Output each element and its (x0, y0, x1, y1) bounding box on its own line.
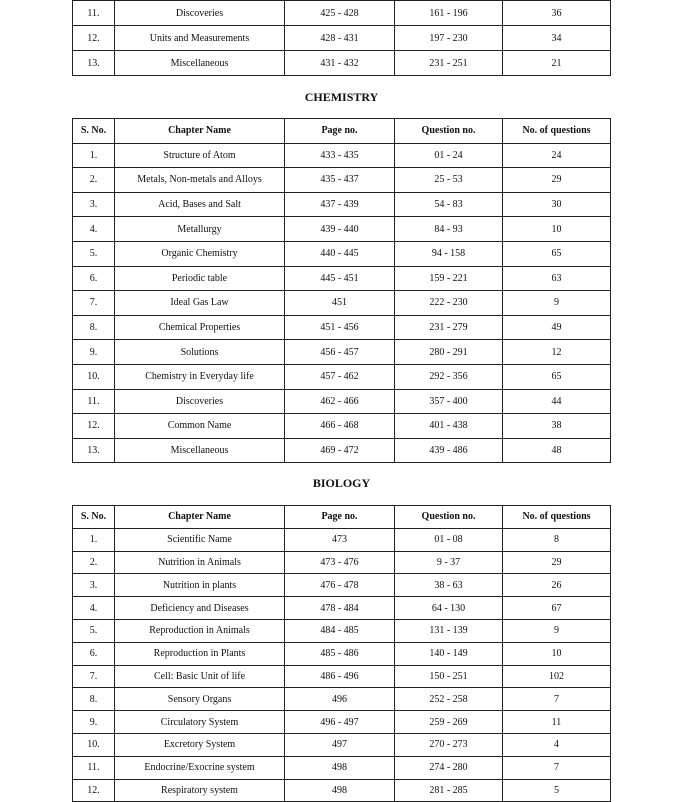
table-row (73, 711, 611, 734)
question-count-cell: 12 (503, 340, 611, 365)
table-row (73, 389, 611, 414)
chapter-name-cell: Chemistry in Everyday life (115, 364, 285, 389)
header-no-of-questions: No. of questions (503, 119, 611, 144)
question-number-cell: 161 - 196 (395, 1, 503, 26)
serial-number-cell: 5. (73, 619, 115, 642)
chapter-name-cell: Miscellaneous (115, 51, 285, 76)
question-number-cell: 259 - 269 (395, 711, 503, 734)
question-count-cell: 102 (503, 665, 611, 688)
serial-number-cell: 4. (73, 217, 115, 242)
page-number-cell: 473 - 476 (285, 551, 395, 574)
question-number-cell: 197 - 230 (395, 26, 503, 51)
table-row (73, 241, 611, 266)
question-number-cell: 231 - 251 (395, 51, 503, 76)
question-number-cell: 94 - 158 (395, 241, 503, 266)
chapter-name-cell: Discoveries (115, 389, 285, 414)
page-number-cell: 478 - 484 (285, 597, 395, 620)
table-row (73, 1, 611, 26)
question-count-cell: 21 (503, 51, 611, 76)
page-number-cell: 439 - 440 (285, 217, 395, 242)
table-row (73, 291, 611, 316)
table-row (73, 266, 611, 291)
question-number-cell: 231 - 279 (395, 315, 503, 340)
question-number-cell: 270 - 273 (395, 733, 503, 756)
header-serial-number: S. No. (73, 506, 115, 529)
serial-number-cell: 2. (73, 168, 115, 193)
page-number-cell: 496 - 497 (285, 711, 395, 734)
question-number-cell: 150 - 251 (395, 665, 503, 688)
serial-number-cell: 8. (73, 315, 115, 340)
chapter-name-cell: Metals, Non-metals and Alloys (115, 168, 285, 193)
question-count-cell: 9 (503, 291, 611, 316)
header-chapter-name: Chapter Name (115, 506, 285, 529)
page-number-cell: 473 (285, 528, 395, 551)
question-count-cell: 29 (503, 551, 611, 574)
question-number-cell: 9 - 37 (395, 551, 503, 574)
table-row (73, 438, 611, 463)
question-count-cell: 65 (503, 241, 611, 266)
header-question-no: Question no. (395, 119, 503, 144)
question-count-cell: 10 (503, 217, 611, 242)
question-count-cell: 30 (503, 192, 611, 217)
serial-number-cell: 12. (73, 414, 115, 439)
serial-number-cell: 7. (73, 291, 115, 316)
header-page-no: Page no. (285, 506, 395, 529)
chapter-name-cell: Circulatory System (115, 711, 285, 734)
question-number-cell: 280 - 291 (395, 340, 503, 365)
serial-number-cell: 13. (73, 51, 115, 76)
serial-number-cell: 11. (73, 756, 115, 779)
question-number-cell: 25 - 53 (395, 168, 503, 193)
page-number-cell: 451 (285, 291, 395, 316)
header-chapter-name: Chapter Name (115, 119, 285, 144)
table-row (73, 597, 611, 620)
header-no-of-questions: No. of questions (503, 506, 611, 529)
table-row (73, 168, 611, 193)
table-row (73, 528, 611, 551)
question-count-cell: 7 (503, 756, 611, 779)
chapter-name-cell: Excretory System (115, 733, 285, 756)
question-count-cell: 65 (503, 364, 611, 389)
question-number-cell: 274 - 280 (395, 756, 503, 779)
question-number-cell: 159 - 221 (395, 266, 503, 291)
question-count-cell: 11 (503, 711, 611, 734)
table-row (73, 414, 611, 439)
table-row (73, 51, 611, 76)
table-row (73, 619, 611, 642)
table-row (73, 642, 611, 665)
page-number-cell: 431 - 432 (285, 51, 395, 76)
chapter-name-cell: Structure of Atom (115, 143, 285, 168)
serial-number-cell: 1. (73, 143, 115, 168)
page-number-cell: 462 - 466 (285, 389, 395, 414)
question-number-cell: 140 - 149 (395, 642, 503, 665)
serial-number-cell: 12. (73, 779, 115, 802)
table-row (73, 26, 611, 51)
table-row (73, 688, 611, 711)
chemistry-heading: CHEMISTRY (304, 90, 379, 104)
question-count-cell: 48 (503, 438, 611, 463)
serial-number-cell: 10. (73, 364, 115, 389)
question-count-cell: 5 (503, 779, 611, 802)
question-count-cell: 67 (503, 597, 611, 620)
serial-number-cell: 4. (73, 597, 115, 620)
question-number-cell: 01 - 24 (395, 143, 503, 168)
serial-number-cell: 13. (73, 438, 115, 463)
page-number-cell: 496 (285, 688, 395, 711)
question-number-cell: 401 - 438 (395, 414, 503, 439)
header-question-no: Question no. (395, 506, 503, 529)
serial-number-cell: 1. (73, 528, 115, 551)
table-row (73, 217, 611, 242)
question-number-cell: 252 - 258 (395, 688, 503, 711)
question-number-cell: 292 - 356 (395, 364, 503, 389)
serial-number-cell: 3. (73, 192, 115, 217)
page-number-cell: 440 - 445 (285, 241, 395, 266)
question-count-cell: 29 (503, 168, 611, 193)
question-number-cell: 01 - 08 (395, 528, 503, 551)
serial-number-cell: 8. (73, 688, 115, 711)
page-number-cell: 445 - 451 (285, 266, 395, 291)
question-number-cell: 54 - 83 (395, 192, 503, 217)
page-number-cell: 497 (285, 733, 395, 756)
table-header-row (73, 506, 611, 529)
page-number-cell: 435 - 437 (285, 168, 395, 193)
serial-number-cell: 2. (73, 551, 115, 574)
chapter-name-cell: Organic Chemistry (115, 241, 285, 266)
chapter-name-cell: Reproduction in Animals (115, 619, 285, 642)
chapter-name-cell: Ideal Gas Law (115, 291, 285, 316)
chapter-name-cell: Chemical Properties (115, 315, 285, 340)
page-number-cell: 466 - 468 (285, 414, 395, 439)
chapter-name-cell: Units and Measurements (115, 26, 285, 51)
question-count-cell: 9 (503, 619, 611, 642)
table-row (73, 551, 611, 574)
table-row (73, 756, 611, 779)
chapter-name-cell: Common Name (115, 414, 285, 439)
chapter-name-cell: Nutrition in Animals (115, 551, 285, 574)
table-row (73, 779, 611, 802)
question-number-cell: 84 - 93 (395, 217, 503, 242)
question-count-cell: 36 (503, 1, 611, 26)
chapter-name-cell: Nutrition in plants (115, 574, 285, 597)
question-number-cell: 64 - 130 (395, 597, 503, 620)
serial-number-cell: 9. (73, 711, 115, 734)
physics-continued-table (72, 0, 611, 76)
serial-number-cell: 11. (73, 389, 115, 414)
page-number-cell: 486 - 496 (285, 665, 395, 688)
question-count-cell: 26 (503, 574, 611, 597)
chemistry-table (72, 118, 611, 463)
question-number-cell: 439 - 486 (395, 438, 503, 463)
serial-number-cell: 9. (73, 340, 115, 365)
table-row (73, 315, 611, 340)
serial-number-cell: 6. (73, 266, 115, 291)
serial-number-cell: 12. (73, 26, 115, 51)
page-number-cell: 485 - 486 (285, 642, 395, 665)
table-row (73, 364, 611, 389)
question-number-cell: 38 - 63 (395, 574, 503, 597)
chapter-name-cell: Acid, Bases and Salt (115, 192, 285, 217)
page-number-cell: 498 (285, 756, 395, 779)
header-page-no: Page no. (285, 119, 395, 144)
header-serial-number: S. No. (73, 119, 115, 144)
question-number-cell: 131 - 139 (395, 619, 503, 642)
question-count-cell: 63 (503, 266, 611, 291)
chapter-name-cell: Miscellaneous (115, 438, 285, 463)
question-count-cell: 7 (503, 688, 611, 711)
biology-heading: BIOLOGY (312, 476, 371, 490)
question-number-cell: 357 - 400 (395, 389, 503, 414)
table-row (73, 192, 611, 217)
page-number-cell: 428 - 431 (285, 26, 395, 51)
question-count-cell: 8 (503, 528, 611, 551)
table-row (73, 733, 611, 756)
chapter-name-cell: Periodic table (115, 266, 285, 291)
chapter-name-cell: Solutions (115, 340, 285, 365)
biology-table (72, 505, 611, 802)
page-number-cell: 425 - 428 (285, 1, 395, 26)
table-header-row (73, 119, 611, 144)
page-number-cell: 433 - 435 (285, 143, 395, 168)
table-row (73, 340, 611, 365)
question-count-cell: 34 (503, 26, 611, 51)
page-number-cell: 484 - 485 (285, 619, 395, 642)
table-row (73, 143, 611, 168)
page-number-cell: 456 - 457 (285, 340, 395, 365)
chapter-name-cell: Endocrine/Exocrine system (115, 756, 285, 779)
serial-number-cell: 7. (73, 665, 115, 688)
question-count-cell: 38 (503, 414, 611, 439)
chapter-name-cell: Reproduction in Plants (115, 642, 285, 665)
page-number-cell: 476 - 478 (285, 574, 395, 597)
chapter-name-cell: Cell: Basic Unit of life (115, 665, 285, 688)
chapter-name-cell: Metallurgy (115, 217, 285, 242)
table-row (73, 574, 611, 597)
question-count-cell: 10 (503, 642, 611, 665)
table-row (73, 665, 611, 688)
page-number-cell: 437 - 439 (285, 192, 395, 217)
chapter-name-cell: Scientific Name (115, 528, 285, 551)
serial-number-cell: 11. (73, 1, 115, 26)
page-number-cell: 498 (285, 779, 395, 802)
question-number-cell: 222 - 230 (395, 291, 503, 316)
chapter-name-cell: Respiratory system (115, 779, 285, 802)
chapter-name-cell: Discoveries (115, 1, 285, 26)
question-number-cell: 281 - 285 (395, 779, 503, 802)
question-count-cell: 44 (503, 389, 611, 414)
question-count-cell: 49 (503, 315, 611, 340)
serial-number-cell: 5. (73, 241, 115, 266)
chapter-name-cell: Deficiency and Diseases (115, 597, 285, 620)
serial-number-cell: 10. (73, 733, 115, 756)
page-number-cell: 451 - 456 (285, 315, 395, 340)
question-count-cell: 24 (503, 143, 611, 168)
page-number-cell: 457 - 462 (285, 364, 395, 389)
chapter-name-cell: Sensory Organs (115, 688, 285, 711)
page-number-cell: 469 - 472 (285, 438, 395, 463)
serial-number-cell: 6. (73, 642, 115, 665)
serial-number-cell: 3. (73, 574, 115, 597)
question-count-cell: 4 (503, 733, 611, 756)
